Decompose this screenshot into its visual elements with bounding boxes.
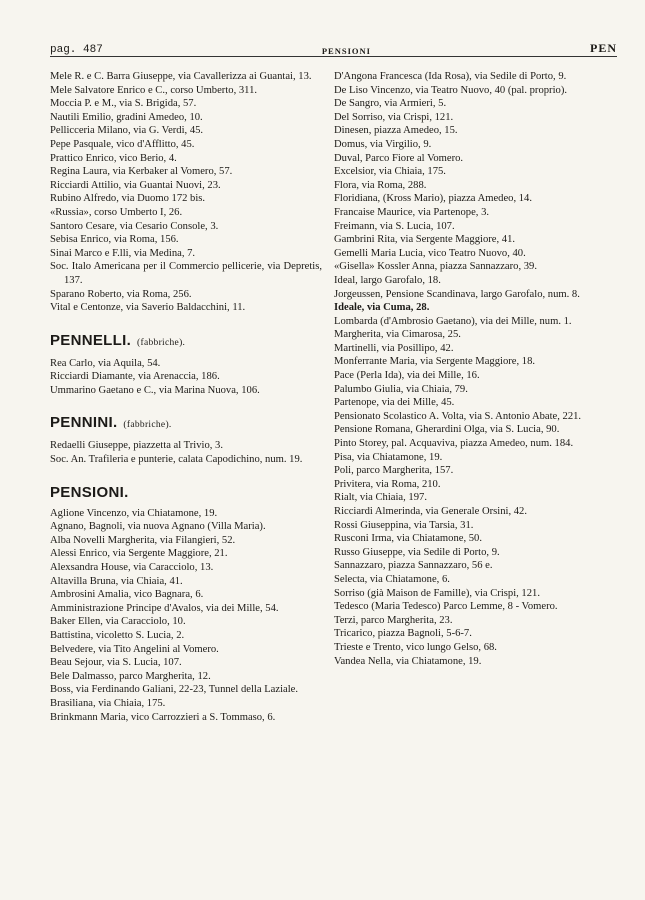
list-item: Ricciardi Attilio, via Guantai Nuovi, 23. <box>50 179 221 191</box>
list-item: Rossi Giuseppina, via Tarsia, 31. <box>334 519 474 531</box>
pennelli-list <box>50 357 322 398</box>
list-item: Dinesen, piazza Amedeo, 15. <box>334 125 458 137</box>
list-item: Pisa, via Chiatamone, 19. <box>334 451 443 463</box>
list-item: D'Angona Francesca (Ida Rosa), via Sedile di Porto, 9. <box>334 71 567 82</box>
list-item: Soc. An. Trafileria e punterie, calata Capodichino, num. 19. <box>50 454 303 466</box>
list-item: Martinelli, via Posillipo, 42. <box>334 342 454 354</box>
list-item: Sinai Marco e F.lli, via Medina, 7. <box>50 247 196 259</box>
list-item: Belvedere, via Tito Angelini al Vomero. <box>50 643 219 655</box>
list-item: Beau Sejour, via S. Lucia, 107. <box>50 657 182 669</box>
list-item: Palumbo Giulia, via Chiaia, 79. <box>334 383 468 395</box>
list-item: Rialt, via Chiaia, 197. <box>334 492 427 504</box>
list-item: Trieste e Trento, vico lungo Gelso, 68. <box>334 641 497 653</box>
list-item: Mele R. e C. Barra Giuseppe, via Cavallerizza ai Guantai, 13. <box>50 71 312 82</box>
list-item: Santoro Cesare, via Cesario Console, 3. <box>50 220 219 232</box>
list-item: Agnano, Bagnoli, via nuova Agnano (Villa Maria). <box>50 521 266 533</box>
list-item: Moccia P. e M., via S. Brigida, 57. <box>50 98 197 110</box>
list-item: Brasiliana, via Chiaia, 175. <box>50 697 166 709</box>
list-item: Boss, via Ferdinando Galiani, 22-23, Tunnel della Laziale. <box>50 684 299 696</box>
list-item: Baker Ellen, via Caracciolo, 10. <box>50 616 186 628</box>
heading-note: (fabbriche). <box>137 337 186 348</box>
list-item: Sannazzaro, piazza Sannazzaro, 56 e. <box>334 560 493 572</box>
list-item: Excelsior, via Chiaia, 175. <box>334 166 446 178</box>
list-item: Aglione Vincenzo, via Chiatamone, 19. <box>50 507 218 519</box>
list-item: Redaelli Giuseppe, piazzetta al Trivio, 3. <box>50 440 223 452</box>
list-item: Pensione Romana, Gherardini Olga, via S. Lucia, 90. <box>334 424 560 436</box>
list-item: Bele Dalmasso, parco Margherita, 12. <box>50 670 211 682</box>
list-item: Selecta, via Chiatamone, 6. <box>334 573 450 585</box>
list-item: Pepe Pasquale, vico d'Afflitto, 45. <box>50 138 195 150</box>
list-item: Ummarino Gaetano e C., via Marina Nuova, 106. <box>50 384 260 396</box>
page-header <box>50 36 617 57</box>
section-heading-pennelli <box>50 331 322 353</box>
list-item: Alessi Enrico, via Sergente Maggiore, 21. <box>50 548 228 560</box>
section-heading-pensioni <box>50 483 322 503</box>
list-item: Domus, via Virgilio, 9. <box>334 138 432 150</box>
list-item: Ideal, largo Garofalo, 18. <box>334 274 441 286</box>
list-item: Freimann, via S. Lucia, 107. <box>334 220 455 232</box>
list-item: «Russia», corso Umberto I, 26. <box>50 206 183 218</box>
list-item: Flora, via Roma, 288. <box>334 179 427 191</box>
heading-title: PENNELLI. <box>50 331 132 349</box>
list-item: Sorriso (già Maison de Famille), via Crispi, 121. <box>334 587 540 599</box>
list-item: Ricciardi Almerinda, via Generale Orsini, 42. <box>334 506 527 517</box>
list-item: Altavilla Bruna, via Chiaia, 41. <box>50 575 183 587</box>
running-title: PENSIONI <box>321 46 371 56</box>
list-item: Vital e Centonze, via Saverio Baldacchini, 11. <box>50 302 246 314</box>
list-item: Alba Novelli Margherita, via Filangieri, 52. <box>50 534 236 546</box>
section-code: PEN <box>590 41 617 55</box>
list-item: Ideale, via Cuma, 28. <box>334 302 430 314</box>
list-item: Duval, Parco Fiore al Vomero. <box>334 152 464 164</box>
list-item: Russo Giuseppe, via Sedile di Porto, 9. <box>334 546 500 558</box>
page-number: pag. 487 <box>50 44 103 56</box>
pennini-list <box>50 439 322 466</box>
heading-note: (fabbriche). <box>123 420 172 431</box>
heading-title: PENSIONI. <box>50 483 129 501</box>
list-item: Tedesco (Maria Tedesco) Parco Lemme, 8 - Vomero. <box>334 601 558 613</box>
list-item: Vandea Nella, via Chiatamone, 19. <box>334 655 482 667</box>
list-item: Nautili Emilio, gradini Amedeo, 10. <box>50 111 203 123</box>
list-item: De Sangro, via Armieri, 5. <box>334 98 447 110</box>
list-item: Terzi, parco Margherita, 23. <box>334 614 453 626</box>
list-item: Del Sorriso, via Crispi, 121. <box>334 111 454 123</box>
section-heading-pennini <box>50 413 322 435</box>
list-item: Pensionato Scolastico A. Volta, via S. Antonio Abate, 221. <box>334 410 582 422</box>
list-item: Jorgeussen, Pensione Scandinava, largo Garofalo, num. 8. <box>334 288 580 300</box>
list-item: Francaise Maurice, via Partenope, 3. <box>334 206 490 218</box>
list-item: Battistina, vicoletto S. Lucia, 2. <box>50 630 185 641</box>
list-item: Rusconi Irma, via Chiatamone, 50. <box>334 533 482 545</box>
list-item: Ricciardi Diamante, via Arenaccia, 186. <box>50 371 220 383</box>
list-item: Alexsandra House, via Caracciolo, 13. <box>50 562 214 574</box>
list-item: Partenope, via dei Mille, 45. <box>334 397 455 409</box>
list-item: Prattico Enrico, vico Berio, 4. <box>50 152 177 164</box>
list-item: Sparano Roberto, via Roma, 256. <box>50 288 192 300</box>
list-item: Sebisa Enrico, via Roma, 156. <box>50 234 179 246</box>
list-item: Pace (Perla Ida), via dei Mille, 16. <box>334 370 480 382</box>
list-item: Privitera, via Roma, 210. <box>334 478 441 490</box>
entries-top <box>50 70 322 315</box>
list-item: Poli, parco Margherita, 157. <box>334 465 454 477</box>
left-column <box>50 70 322 880</box>
list-item: Pinto Storey, pal. Acquaviva, piazza Amedeo, num. 184. <box>334 438 574 450</box>
list-item: Amministrazione Principe d'Avalos, via dei Mille, 54. <box>50 602 279 614</box>
list-item: Lombarda (d'Ambrosio Gaetano), via dei Mille, num. 1. <box>334 315 572 327</box>
list-item: Monferrante Maria, via Sergente Maggiore, 18. <box>334 356 536 368</box>
list-item: De Liso Vincenzo, via Teatro Nuovo, 40 (pal. proprio). <box>334 84 567 96</box>
list-item: Regina Laura, via Kerbaker al Vomero, 57. <box>50 166 233 178</box>
list-item: Tricarico, piazza Bagnoli, 5-6-7. <box>334 628 472 640</box>
list-item: Floridiana, (Kross Mario), piazza Amedeo, 14. <box>334 193 532 205</box>
list-item: «Gisella» Kossler Anna, piazza Sannazzaro, 39. <box>334 261 537 273</box>
list-item: Brinkmann Maria, vico Carrozzieri a S. Tommaso, 6. <box>50 711 276 723</box>
list-item: Rubino Alfredo, via Duomo 172 bis. <box>50 193 206 205</box>
heading-title: PENNINI. <box>50 414 118 432</box>
list-item: Soc. Italo Americana per il Commercio pellicerie, via Depretis, 137. <box>50 261 322 286</box>
list-item: Margherita, via Cimarosa, 25. <box>334 329 461 341</box>
list-item: Ambrosini Amalia, vico Bagnara, 6. <box>50 589 204 601</box>
list-item: Rea Carlo, via Aquila, 54. <box>50 357 161 369</box>
list-item: Mele Salvatore Enrico e C., corso Umberto, 311. <box>50 84 258 96</box>
list-item: Gemelli Maria Lucia, vico Teatro Nuovo, 40. <box>334 247 526 259</box>
right-column <box>334 70 617 880</box>
pensioni-list-left <box>50 507 322 725</box>
list-item: Gambrini Rita, via Sergente Maggiore, 41. <box>334 234 516 246</box>
list-item: Pellicceria Milano, via G. Verdi, 45. <box>50 125 204 137</box>
